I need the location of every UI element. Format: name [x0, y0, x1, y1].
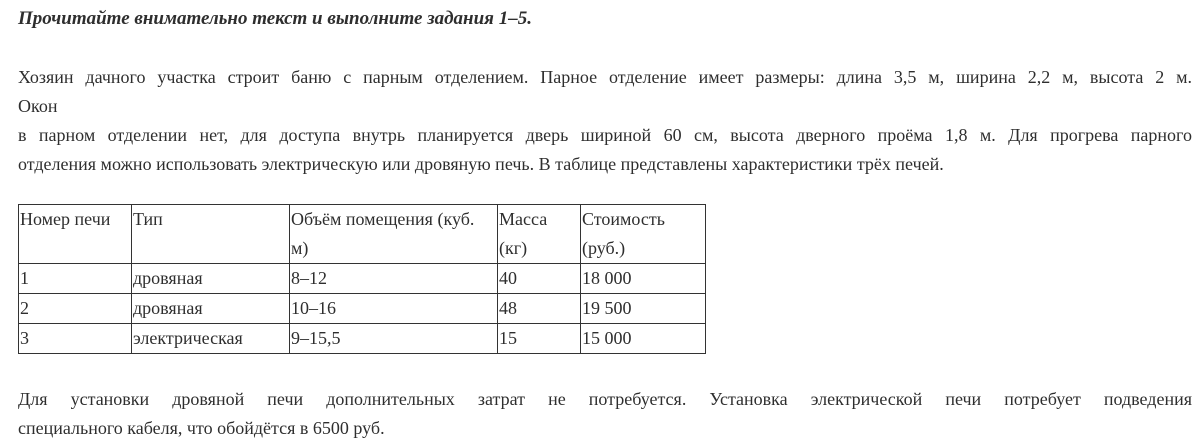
intro-line: Окон [18, 96, 58, 116]
table-row [19, 264, 706, 294]
cell-type: электрическая [132, 324, 290, 354]
header-number: Номер печи [19, 205, 132, 264]
table-header-row [19, 205, 706, 264]
task-heading: Прочитайте внимательно текст и выполните задания 1–5. [18, 8, 532, 29]
cell-cost: 15 000 [581, 324, 706, 354]
cell-type: дровяная [132, 264, 290, 294]
intro-line: отделения можно использовать электрическую или дровяную печь. В таблице представлены характеристики трёх печей. [18, 154, 944, 174]
header-cost: Стоимость (руб.) [581, 205, 706, 264]
cell-cost: 19 500 [581, 294, 706, 324]
table-row [19, 324, 706, 354]
cell-type: дровяная [132, 294, 290, 324]
cell-cost: 18 000 [581, 264, 706, 294]
cell-number: 2 [19, 294, 132, 324]
table-row [19, 294, 706, 324]
cell-volume: 10–16 [290, 294, 498, 324]
intro-line: Хозяин дачного участка строит баню с парным отделением. Парное отделение имеет размеры: длина 3,5 м, ширина 2,2 м, высота 2 м. [18, 67, 1192, 87]
cell-volume: 8–12 [290, 264, 498, 294]
cell-volume: 9–15,5 [290, 324, 498, 354]
stoves-table [18, 204, 706, 354]
outro-line: специального кабеля, что обойдётся в 6500 руб. [18, 418, 385, 438]
cell-number: 3 [19, 324, 132, 354]
cell-number: 1 [19, 264, 132, 294]
intro-paragraph [18, 63, 1192, 179]
header-mass: Масса (кг) [498, 205, 581, 264]
outro-line: Для установки дровяной печи дополнительных затрат не потребуется. Установка электрической печи потребует подведения [18, 389, 1192, 409]
cell-mass: 40 [498, 264, 581, 294]
outro-paragraph [18, 385, 1192, 443]
intro-line: в парном отделении нет, для доступа внутрь планируется дверь шириной 60 см, высота дверного проёма 1,8 м. Для прогрева парного [18, 125, 1192, 145]
header-type: Тип [132, 205, 290, 264]
cell-mass: 48 [498, 294, 581, 324]
header-volume: Объём помещения (куб. м) [290, 205, 498, 264]
cell-mass: 15 [498, 324, 581, 354]
